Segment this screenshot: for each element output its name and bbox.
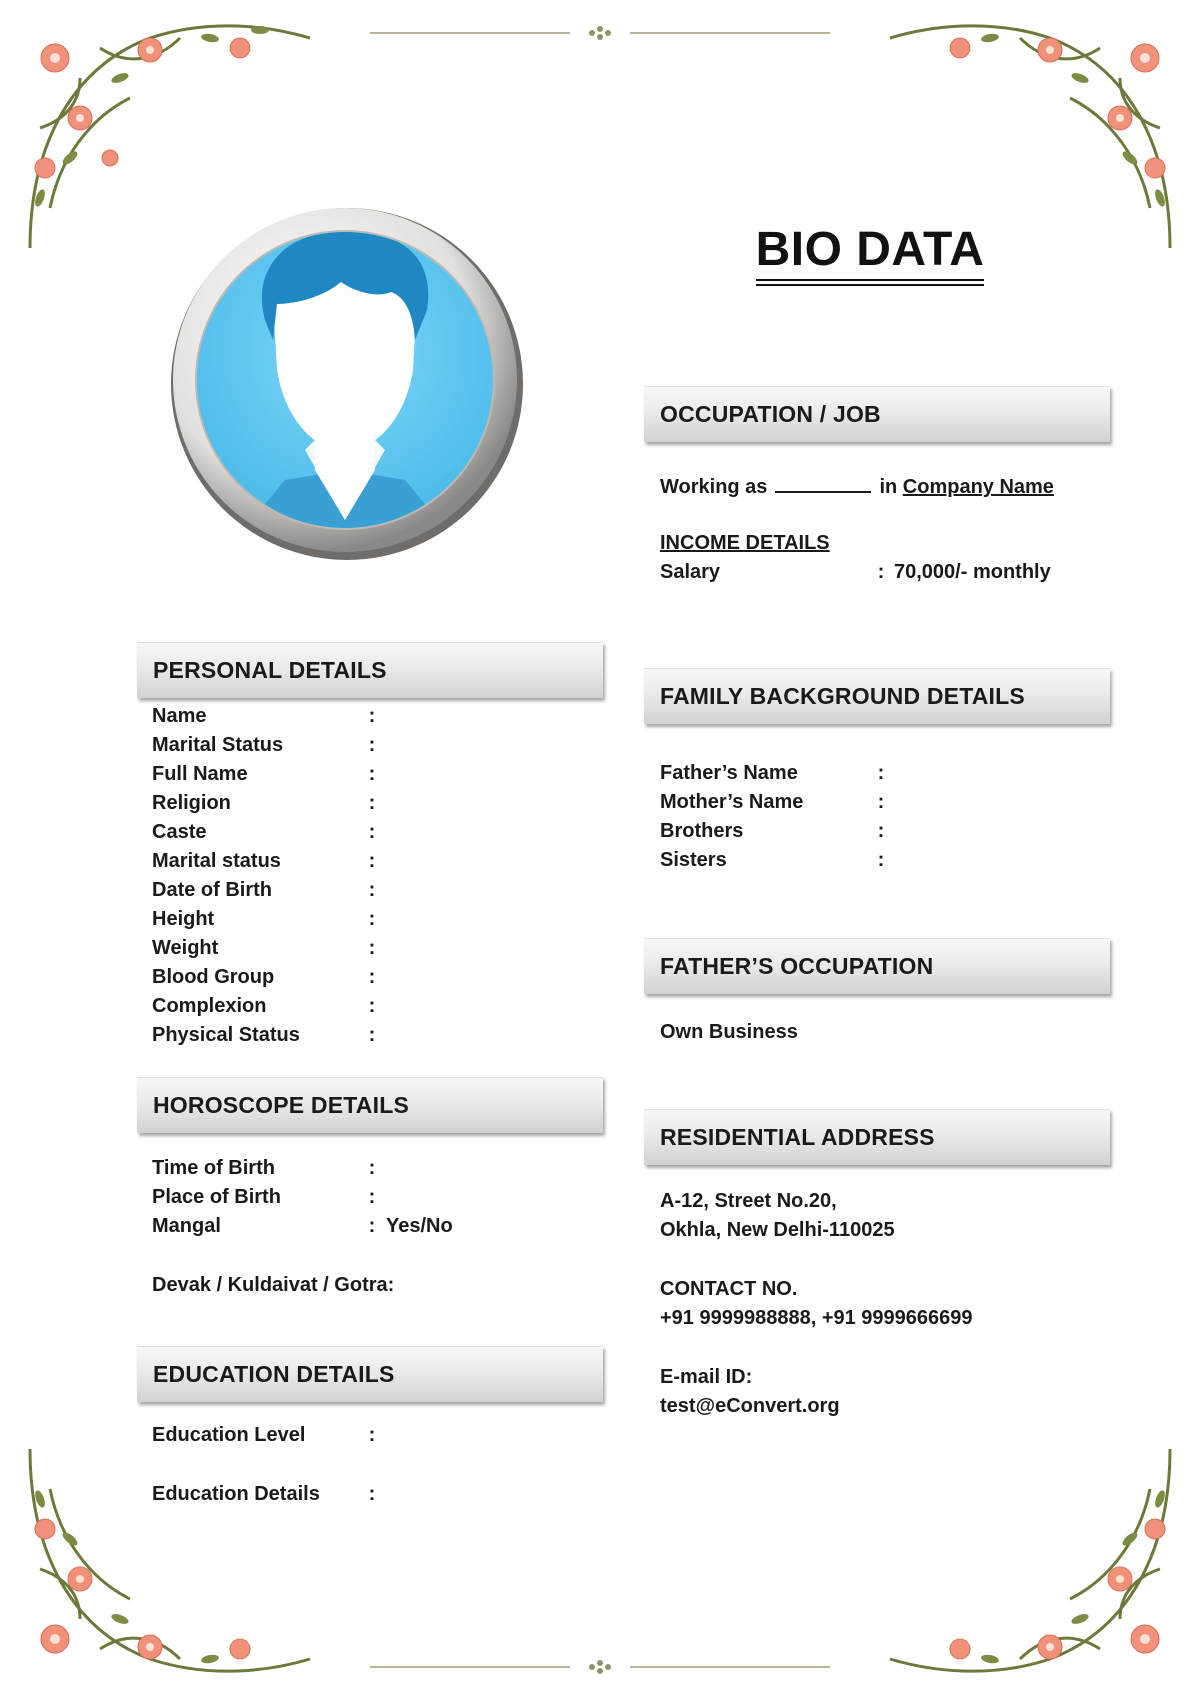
field-label: Name: [152, 705, 207, 727]
working-as-blank[interactable]: [775, 473, 871, 493]
salary-value: 70,000/- monthly: [894, 561, 1051, 583]
horoscope-details-heading: HOROSCOPE DETAILS: [137, 1077, 603, 1133]
colon: :: [368, 792, 376, 814]
field-label: Marital Status: [152, 734, 284, 756]
colon: :: [368, 1157, 376, 1179]
in-label: in: [879, 476, 898, 498]
field-label: Caste: [152, 821, 207, 843]
email-heading: E-mail ID:: [660, 1366, 753, 1388]
fathers-occupation-heading: FATHER’S OCCUPATION: [644, 938, 1110, 994]
colon: :: [368, 850, 376, 872]
colon: :: [368, 908, 376, 930]
title-underline: [756, 284, 984, 286]
family-field-label: Father’s Name: [660, 762, 798, 784]
colon: :: [368, 1483, 376, 1505]
family-background-heading: FAMILY BACKGROUND DETAILS: [644, 668, 1110, 724]
time-of-birth-label: Time of Birth: [152, 1157, 275, 1179]
colon: :: [368, 937, 376, 959]
colon: :: [368, 1024, 376, 1046]
colon: :: [368, 1186, 376, 1208]
contact-heading: CONTACT NO.: [660, 1278, 798, 1300]
colon: :: [877, 762, 885, 784]
salary-label: Salary: [660, 561, 721, 583]
ornament-divider-icon: [370, 26, 830, 40]
field-label: Complexion: [152, 995, 267, 1017]
floral-corner-icon: [860, 1429, 1190, 1689]
field-label: Physical Status: [152, 1024, 300, 1046]
education-level-label: Education Level: [152, 1424, 306, 1446]
title-underline: [756, 279, 984, 281]
floral-corner-icon: [10, 1429, 340, 1689]
field-label: Height: [152, 908, 215, 930]
colon: :: [877, 561, 885, 583]
colon: :: [368, 966, 376, 988]
colon: :: [368, 705, 376, 727]
address-line2: Okhla, New Delhi-110025: [660, 1219, 895, 1241]
field-label: Religion: [152, 792, 231, 814]
residential-address-heading: RESIDENTIAL ADDRESS: [644, 1109, 1110, 1165]
family-field-label: Mother’s Name: [660, 791, 804, 813]
colon: :: [368, 1424, 376, 1446]
income-heading: INCOME DETAILS: [660, 532, 830, 554]
education-details-label: Education Details: [152, 1483, 320, 1505]
colon: :: [877, 791, 885, 813]
email-value: test@eConvert.org: [660, 1395, 840, 1417]
place-of-birth-label: Place of Birth: [152, 1186, 281, 1208]
address-line1: A-12, Street No.20,: [660, 1190, 837, 1212]
education-details-heading: EDUCATION DETAILS: [137, 1346, 603, 1402]
working-as-line: [660, 473, 1054, 499]
field-label: Date of Birth: [152, 879, 272, 901]
fathers-occupation-value: Own Business: [660, 1021, 798, 1043]
male-avatar-icon[interactable]: [165, 200, 525, 560]
mangal-label: Mangal: [152, 1215, 221, 1237]
contact-numbers: +91 9999988888, +91 9999666699: [660, 1307, 973, 1329]
colon: :: [368, 821, 376, 843]
devak-label: Devak / Kuldaivat / Gotra:: [152, 1274, 395, 1296]
colon: :: [368, 763, 376, 785]
colon: :: [368, 879, 376, 901]
ornament-divider-icon: [370, 1660, 830, 1674]
colon: :: [368, 1215, 376, 1237]
occupation-heading: OCCUPATION / JOB: [644, 386, 1110, 442]
mangal-value: Yes/No: [386, 1215, 453, 1237]
field-label: Full Name: [152, 763, 248, 785]
personal-details-heading: PERSONAL DETAILS: [137, 642, 603, 698]
field-label: Marital status: [152, 850, 281, 872]
colon: :: [368, 734, 376, 756]
family-field-label: Brothers: [660, 820, 744, 842]
field-label: Weight: [152, 937, 219, 959]
colon: :: [368, 995, 376, 1017]
page-title: BIO DATA: [755, 223, 985, 276]
family-field-label: Sisters: [660, 849, 727, 871]
field-label: Blood Group: [152, 966, 275, 988]
colon: :: [877, 849, 885, 871]
colon: :: [877, 820, 885, 842]
company-name: Company Name: [902, 476, 1054, 498]
working-as-label: Working as: [660, 476, 768, 498]
